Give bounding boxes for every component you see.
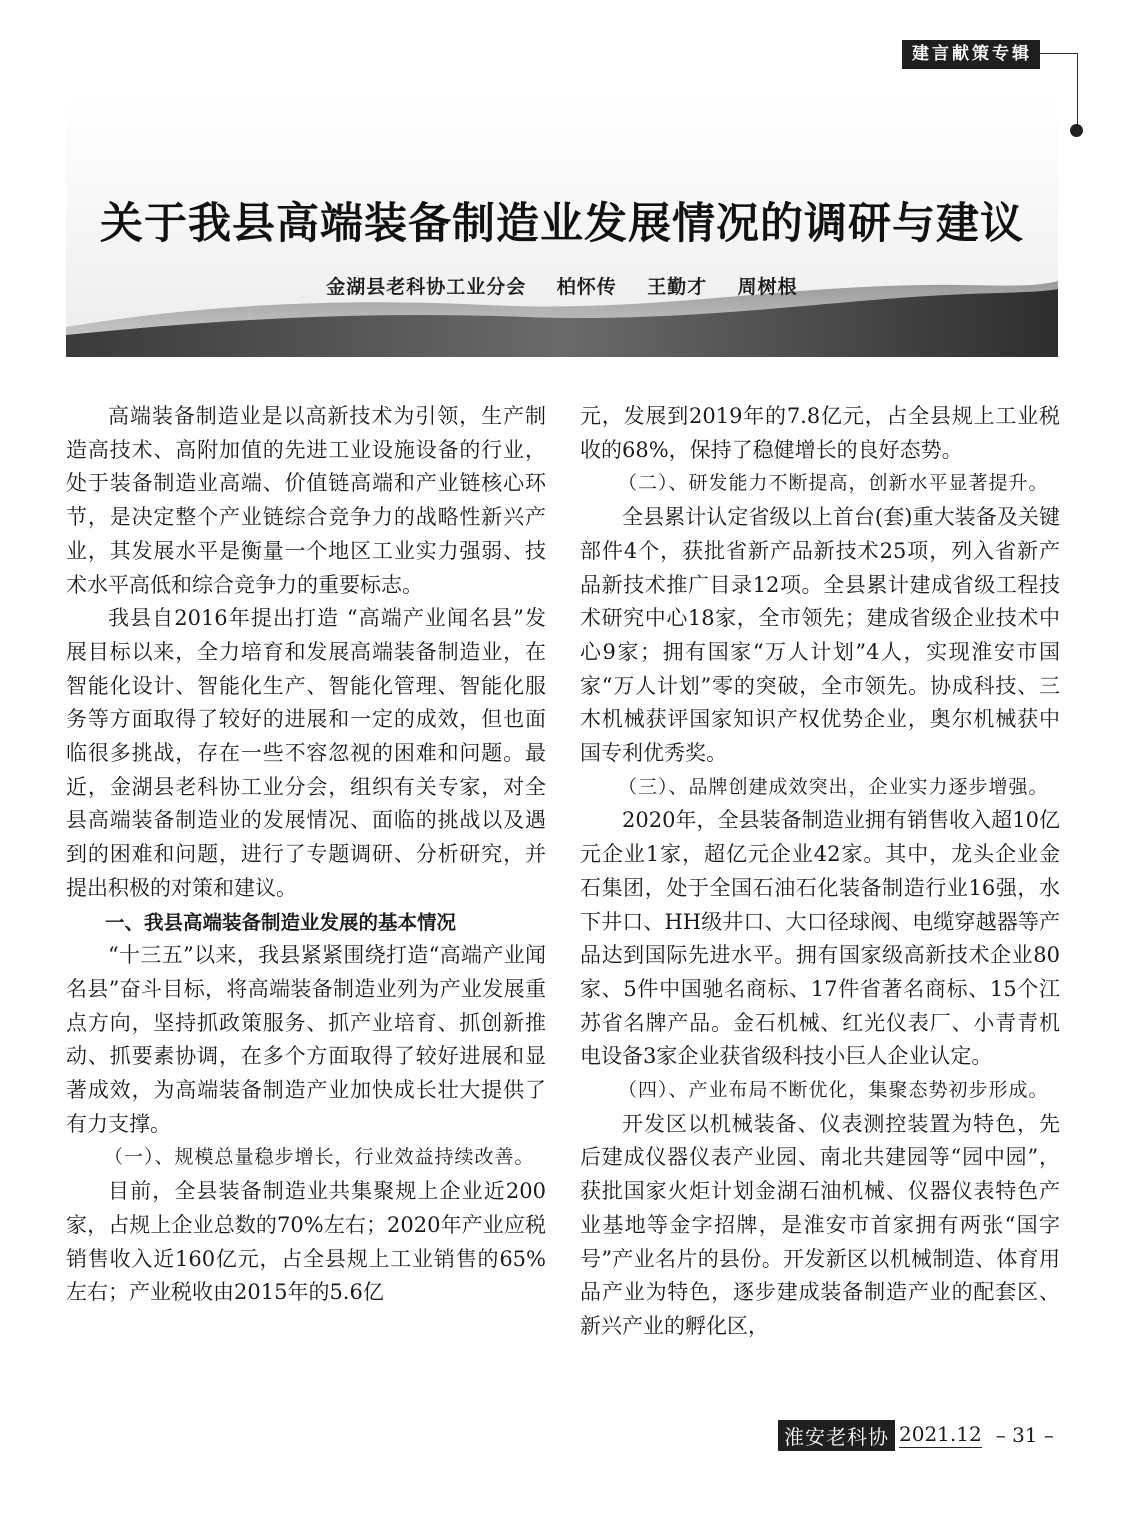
journal-name: 淮安老科协 [778,1420,895,1451]
subsection-heading: （三）、品牌创建成效突出，企业实力逐步增强。 [618,775,1049,798]
left-column [66,400,546,1310]
paragraph: 高端装备制造业是以高新技术为引领，生产制造高技术、高附加值的先进工业设施设备的行业，处于装备制造业高端、价值链高端和产业链核心环节，是决定整个产业链综合竞争力的战略性新兴产业，其发展水平是衡量一个地区工业实力强弱、技术水平高低和综合竞争力的重要标志。 [66,404,546,597]
page-number: – 31 – [995,1423,1054,1447]
issue-date: 2021.12 [899,1422,982,1446]
header-dot-icon [1070,124,1083,137]
paragraph: 我县自2016年提出打造 “高端产业闻名县”发展目标以来，全力培育和发展高端装备制造业，在智能化设计、智能化生产、智能化管理、智能化服务等方面取得了较好的进展和一定的成效，但也面临很多挑战，存在一些不容忽视的困难和问题。最近，金湖县老科协工业分会，组织有关专家，对全县高端装备制造业的发展情况、面临的挑战以及遇到的困难和问题，进行了专题调研、分析研究，并提出积极的对策和建议。 [66,606,546,900]
paragraph: “十三五”以来，我县紧紧围绕打造“高端产业闻名县”奋斗目标，将高端装备制造业列为产业发展重点方向，坚持抓政策服务、抓产业培育、抓创新推动、抓要素协调，在多个方面取得了较好进展和显著成效，为高端装备制造产业加快成长壮大提供了有力支撑。 [66,943,546,1136]
paragraph: 开发区以机械装备、仪表测控装置为特色，先后建成仪器仪表产业园、南北共建园等“园中园”，获批国家火炬计划金湖石油机械、仪器仪表特色产业基地等金字招牌，是淮安市首家拥有两张“国字号”产业名片的县份。开发新区以机械制造、体育用品产业为特色，逐步建成装备制造产业的配套区、新兴产业的孵化区， [580,1111,1060,1338]
paragraph: 目前，全县装备制造业共集聚规上企业近200家，占规上企业总数的70%左右；2020年产业应税销售收入近160亿元，占全县规上工业销售的65%左右；产业税收由2015年的5.6亿 [66,1179,546,1305]
article-title: 关于我县高端装备制造业发展情况的调研与建议 [100,199,1024,249]
subsection-heading: （四）、产业布局不断优化，集聚态势初步形成。 [618,1079,1049,1102]
header-rule-vertical [1077,53,1078,129]
paragraph: 元，发展到2019年的7.8亿元，占全县规上工业税收的68%，保持了稳健增长的良好态势。 [580,404,1060,462]
paragraph: 2020年，全县装备制造业拥有销售收入超10亿元企业1家，超亿元企业42家。其中，龙头企业金石集团，处于全国石油石化装备制造行业16强，水下井口、HH级井口、大口径球阀、电缆穿越器等产品达到国际先进水平。拥有国家级高新技术企业80家、5件中国驰名商标、17件省著名商标、15个江苏省名牌产品。金石机械、红光仪表厂、小青青机电设备3家企业获省级科技小巨人企业认定。 [580,808,1060,1069]
article-authors: 金湖县老科协工业分会 柏怀传 王勤才 周树根 [326,276,798,298]
section-heading: 一、我县高端装备制造业发展的基本情况 [105,910,457,934]
page-footer [778,1420,1054,1450]
subsection-heading: （一）、规模总量稳步增长，行业效益持续改善。 [104,1146,535,1169]
paragraph: 全县累计认定省级以上首台(套)重大装备及关键部件4个，获批省新产品新技术25项，列入省新产品新技术推广目录12项。全县累计建成省级工程技术研究中心18家，全市领先；建成省级企业技术中心9家；拥有国家“万人计划”4人，实现淮安市国家“万人计划”零的突破，全市领先。协成科技、三木机械获评国家知识产权优势企业，奥尔机械获中国专利优秀奖。 [580,505,1060,766]
column-tag: 建言献策专辑 [902,40,1040,69]
subsection-heading: （二）、研发能力不断提高，创新水平显著提升。 [618,472,1049,495]
right-column [580,400,1060,1344]
header-rule-horizontal [1040,53,1078,54]
